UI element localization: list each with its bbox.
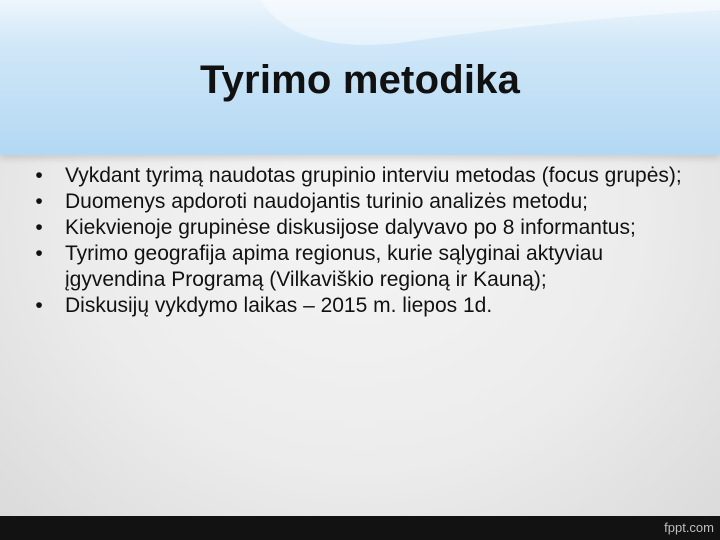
bullet-list (30, 163, 690, 319)
watermark-text: fppt.com (664, 520, 714, 535)
bullet-text: Tyrimo geografija apima regionus, kurie sąlyginai aktyviau įgyvendina Programą (Vilkaviškio regioną ir Kauną); (65, 242, 604, 291)
slide-title: Tyrimo metodika (199, 58, 521, 102)
bullet-dot-icon: • (35, 242, 43, 265)
bullet-item (30, 293, 690, 319)
bullet-text: Duomenys apdoroti naudojantis turinio analizės metodu; (65, 190, 588, 213)
bullet-item (30, 163, 690, 189)
bullet-text: Diskusijų vykdymo laikas – 2015 m. liepos 1d. (65, 294, 493, 317)
bullet-dot-icon: • (35, 294, 43, 317)
bullet-item (30, 241, 690, 293)
bullet-dot-icon: • (35, 190, 43, 213)
bullet-dot-icon: • (35, 216, 43, 239)
bullet-item (30, 189, 690, 215)
bullet-dot-icon: • (35, 164, 43, 187)
bullet-item (30, 215, 690, 241)
bullet-text: Vykdant tyrimą naudotas grupinio interviu metodas (focus grupės); (65, 164, 682, 187)
bottom-bar (0, 516, 720, 540)
bullet-text: Kiekvienoje grupinėse diskusijose dalyvavo po 8 informantus; (65, 216, 636, 239)
